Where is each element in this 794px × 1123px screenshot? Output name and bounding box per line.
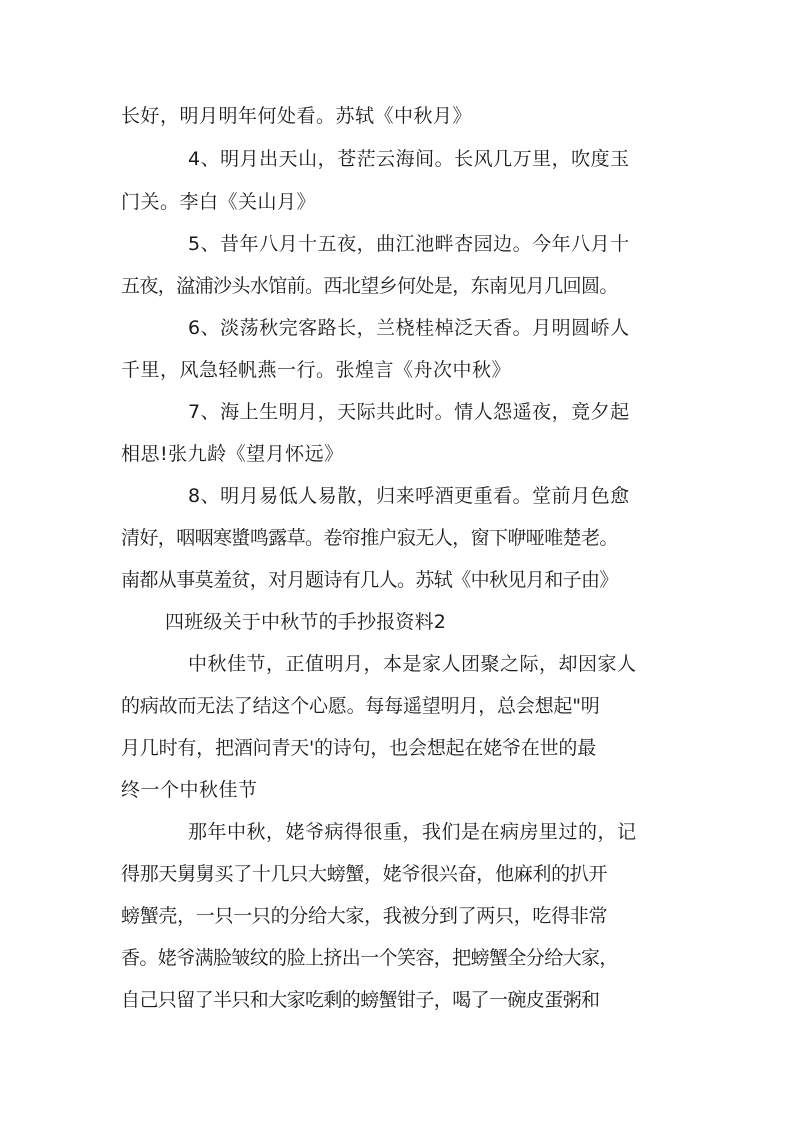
text-line: 千里，风急轻帆燕一行。张煌言《舟次中秋》 xyxy=(121,359,512,381)
text-line: 7、海上生明月，天际共此时。情人怨遥夜，竟夕起 xyxy=(188,401,630,423)
text-line: 5、昔年八月十五夜，曲江池畔杏园边。今年八月十 xyxy=(188,233,630,255)
text-line: 终一个中秋佳节 xyxy=(121,779,258,801)
text-line: 相思!张九龄《望月怀远》 xyxy=(121,443,344,465)
section-heading: 四班级关于中秋节的手抄报资料2 xyxy=(165,611,447,633)
text-line: 的病故而无法了结这个心愿。每每遥望明月，总会想起"明 xyxy=(121,695,600,717)
text-line: 得那天舅舅买了十几只大螃蟹，姥爷很兴奋，他麻利的扒开 xyxy=(121,863,608,885)
text-line: 螃蟹壳，一只一只的分给大家，我被分到了两只，吃得非常 xyxy=(121,905,608,927)
text-line: 自己只留了半只和大家吃剩的螃蟹钳子，喝了一碗皮蛋粥和 xyxy=(121,989,600,1011)
text-line: 那年中秋，姥爷病得很重，我们是在病房里过的，记 xyxy=(188,821,637,843)
text-line: 4、明月出天山，苍茫云海间。长风几万里，吹度玉 xyxy=(188,148,630,170)
text-line: 8、明月易低人易散，归来呼酒更重看。堂前月色愈 xyxy=(188,485,630,507)
text-line: 南都从事莫羞贫，对月题诗有几人。苏轼《中秋见月和子由》 xyxy=(121,569,618,591)
text-line: 月几时有，把酒问青天'的诗句，也会想起在姥爷在世的最 xyxy=(121,737,597,759)
text-line: 清好，咽咽寒螿鸣露草。卷帘推户寂无人，窗下咿哑唯楚老。 xyxy=(121,527,618,549)
text-line: 门关。李白《关山月》 xyxy=(121,191,317,213)
text-line: 长好，明月明年何处看。苏轼《中秋月》 xyxy=(121,105,473,127)
text-line: 中秋佳节，正值明月，本是家人团聚之际，却因家人 xyxy=(188,653,637,675)
text-line: 五夜，湓浦沙头水馆前。西北望乡何处是，东南见月几回圆。 xyxy=(121,275,618,297)
text-line: 6、淡荡秋完客路长，兰桡桂棹泛天香。月明圆峤人 xyxy=(188,317,630,339)
text-line: 香。姥爷满脸皱纹的脸上挤出一个笑容，把螃蟹全分给大家， xyxy=(121,947,618,969)
